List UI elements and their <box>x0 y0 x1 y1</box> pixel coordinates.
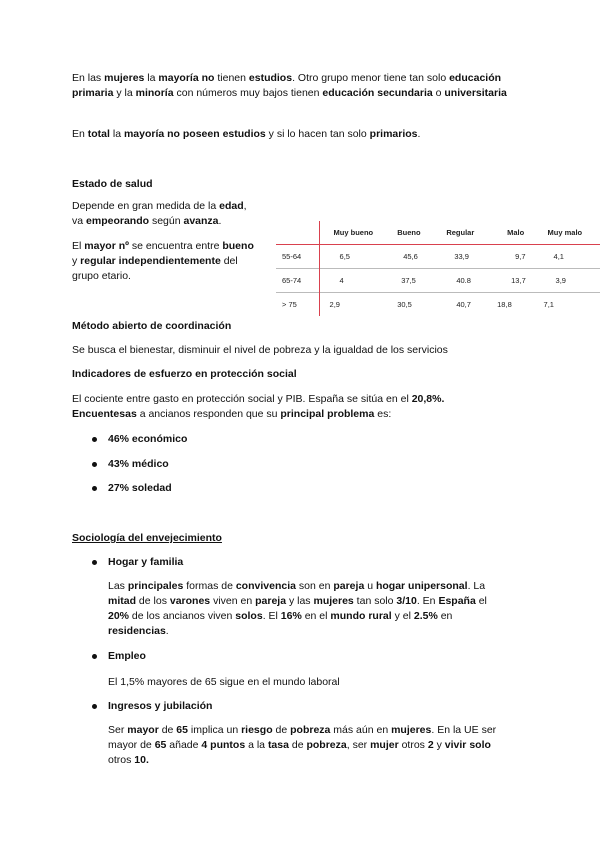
table-cell: 13,7 <box>511 276 526 285</box>
education-total-paragraph: En total la mayoría no poseen estudios y si lo hacen tan solo primarios. <box>72 128 421 140</box>
table-row <box>276 269 600 293</box>
table-cell: 33,9 <box>454 252 469 261</box>
table-cell: 45,6 <box>403 252 418 261</box>
income-paragraph: Ser mayor de 65 implica un riesgo de pobreza más aún en mujeres. En la UE ser mayor de 65 añade 4 puntos a la tasa de pobreza, ser mujer otros 2 y vivir solo otros 10. <box>108 724 497 766</box>
bullet-icon <box>92 654 97 659</box>
table-cell: 6,5 <box>339 252 350 261</box>
method-text: Se busca el bienestar, disminuir el nivel de pobreza y la igualdad de los servicios <box>72 344 448 356</box>
bullet-icon <box>92 560 97 565</box>
table-cell: 40,7 <box>456 300 471 309</box>
table-cell: 65-74 <box>276 269 319 293</box>
table-cell: 18,8 <box>497 300 512 309</box>
table-header-cell: Muy malo <box>544 221 600 245</box>
table-cell: 2,9 <box>329 300 340 309</box>
table-cell: 4,1 <box>553 252 564 261</box>
health-paragraph-1: Depende en gran medida de la edad, va empeorando según avanza. <box>72 200 247 227</box>
table-cell: 4 <box>339 276 344 285</box>
table-header-cell: Malo <box>497 221 543 245</box>
education-women-paragraph: En las mujeres la mayoría no tienen estudios. Otro grupo menor tiene tan solo educación primaria y la minoría con números muy bajos tienen educación secundaria o universitaria <box>72 72 507 99</box>
table-cell: 7,1 <box>543 300 554 309</box>
table-row <box>276 245 600 269</box>
table-cell: 55-64 <box>276 245 319 269</box>
table-cell: 40.8 <box>456 276 471 285</box>
bullet-icon <box>92 437 97 442</box>
method-heading: Método abierto de coordinación <box>72 320 232 332</box>
indicators-heading: Indicadores de esfuerzo en protección social <box>72 368 297 380</box>
bullet-icon <box>92 462 97 467</box>
sociology-heading: Sociología del envejecimiento <box>72 532 222 544</box>
table-cell: 3,9 <box>555 276 566 285</box>
table-header-row <box>276 221 600 245</box>
table-header-cell: Bueno <box>393 221 442 245</box>
health-paragraph-2: El mayor nº se encuentra entre bueno y regular independientemente del grupo etario. <box>72 240 254 282</box>
table-row <box>276 293 600 317</box>
table-cell: 37,5 <box>401 276 416 285</box>
table-header-cell <box>276 221 319 245</box>
table-header-cell: Muy bueno <box>319 221 393 245</box>
table-cell: > 75 <box>276 293 319 317</box>
table-cell: 9,7 <box>515 252 526 261</box>
table-cell: 30,5 <box>397 300 412 309</box>
indicators-paragraph: El cociente entre gasto en protección social y PIB. España se sitúa en el 20,8%. Encuentesas a ancianos responden que su principal problema es: <box>72 393 445 420</box>
employment-text: El 1,5% mayores de 65 sigue en el mundo laboral <box>108 676 340 688</box>
health-table <box>276 221 600 316</box>
bullet-icon <box>92 486 97 491</box>
table-header-cell: Regular <box>442 221 497 245</box>
health-heading: Estado de salud <box>72 178 153 190</box>
bullet-icon <box>92 704 97 709</box>
household-paragraph: Las principales formas de convivencia son en pareja u hogar unipersonal. La mitad de los varones viven en pareja y las mujeres tan solo 3/10. En España el 20% de los ancianos viven solos. El 16% en el mundo rural y el 2.5% en residencias. <box>108 580 487 637</box>
